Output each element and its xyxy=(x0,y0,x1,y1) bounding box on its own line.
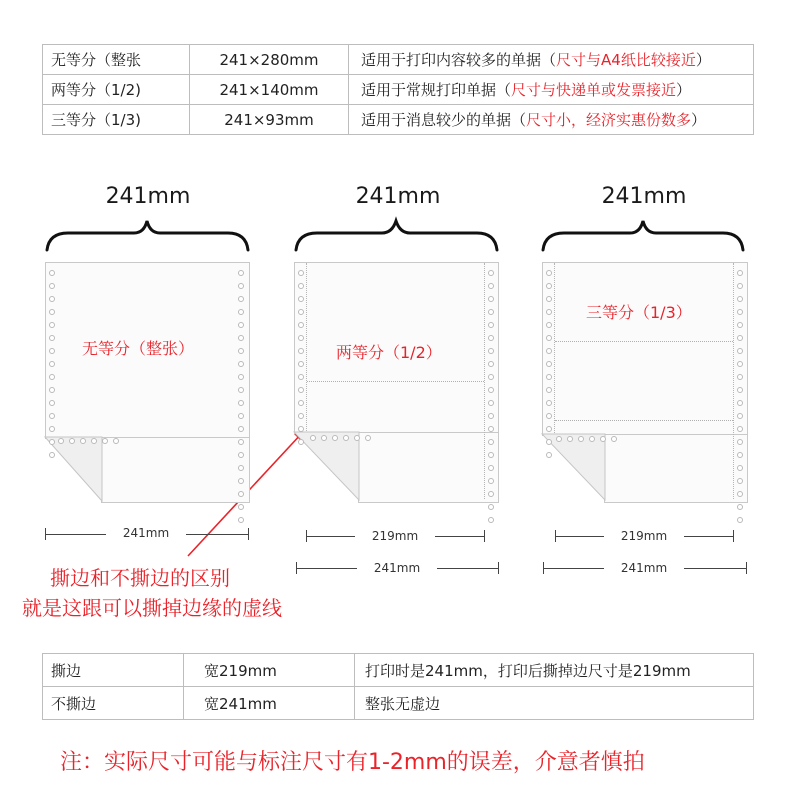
tear-table xyxy=(42,653,754,720)
dim-tick xyxy=(733,530,734,542)
form3-tail xyxy=(604,434,748,503)
form1-left-holes xyxy=(49,270,55,465)
brace-form2 xyxy=(296,221,497,250)
form3-inner-dim: 219mm xyxy=(604,529,684,543)
tear-width: 宽241mm xyxy=(184,687,355,720)
form2-width-label: 241mm xyxy=(355,184,441,209)
form3-width-label: 241mm xyxy=(601,184,687,209)
form1-label: 无等分（整张） xyxy=(82,339,195,358)
spec-size: 241×280mm xyxy=(190,45,349,75)
annotation-line-1: 撕边和不撕边的区别 xyxy=(50,566,230,590)
form3-outer-dim: 241mm xyxy=(604,561,684,575)
form2-inner-dim: 219mm xyxy=(355,529,435,543)
dim-tick xyxy=(498,562,499,574)
dim-tick xyxy=(746,562,747,574)
form3-left-holes xyxy=(546,270,552,465)
form1-right-holes xyxy=(238,270,244,530)
form1-tail xyxy=(101,437,250,503)
form2-outer-dim: 241mm xyxy=(357,561,437,575)
form3-label: 三等分（1/3） xyxy=(586,303,692,322)
form3-left-tear-line xyxy=(554,263,555,433)
spec-name: 三等分（1/3) xyxy=(43,105,190,135)
form3-right-holes xyxy=(737,270,743,530)
dim-tick xyxy=(248,528,249,540)
form3-paper xyxy=(542,262,748,436)
form3-divider-2 xyxy=(555,420,733,421)
spec-name: 两等分（1/2) xyxy=(43,75,190,105)
form2-left-holes xyxy=(298,270,304,452)
form2-fold-holes xyxy=(310,435,376,441)
dim-tick xyxy=(484,530,485,542)
tear-type: 不撕边 xyxy=(43,687,184,720)
brace-form1 xyxy=(47,221,248,250)
spec-desc: 适用于打印内容较多的单据（尺寸与A4纸比较接近） xyxy=(349,45,754,75)
spec-desc: 适用于常规打印单据（尺寸与快递单或发票接近） xyxy=(349,75,754,105)
spec-size: 241×93mm xyxy=(190,105,349,135)
form2-divider xyxy=(307,381,484,382)
form2-right-holes xyxy=(488,270,494,530)
form2-right-tear-line xyxy=(484,263,485,499)
tear-type: 撕边 xyxy=(43,654,184,687)
spec-name: 无等分（整张 xyxy=(43,45,190,75)
form1-width-label: 241mm xyxy=(105,184,191,209)
form3-right-tear-line xyxy=(733,263,734,499)
brace-form3 xyxy=(543,221,743,250)
tear-desc: 整张无虚边 xyxy=(355,687,754,720)
form3-divider-1 xyxy=(555,341,733,342)
table-row xyxy=(43,654,754,687)
form2-label: 两等分（1/2） xyxy=(336,343,442,362)
form3-fold-holes xyxy=(556,436,622,442)
table-row xyxy=(43,687,754,720)
tear-width: 宽219mm xyxy=(184,654,355,687)
form1-bottom-dim: 241mm xyxy=(106,526,186,540)
form2-tail xyxy=(358,432,499,503)
footer-note: 注：实际尺寸可能与标注尺寸有1-2mm的误差，介意者慎拍 xyxy=(60,750,645,775)
spec-desc: 适用于消息较少的单据（尺寸小，经济实惠份数多） xyxy=(349,105,754,135)
form1-fold-holes xyxy=(58,438,124,444)
annotation-line-2: 就是这跟可以撕掉边缘的虚线 xyxy=(22,596,282,620)
spec-size: 241×140mm xyxy=(190,75,349,105)
tear-desc: 打印时是241mm，打印后撕掉边尺寸是219mm xyxy=(355,654,754,687)
form2-left-tear-line xyxy=(306,263,307,431)
